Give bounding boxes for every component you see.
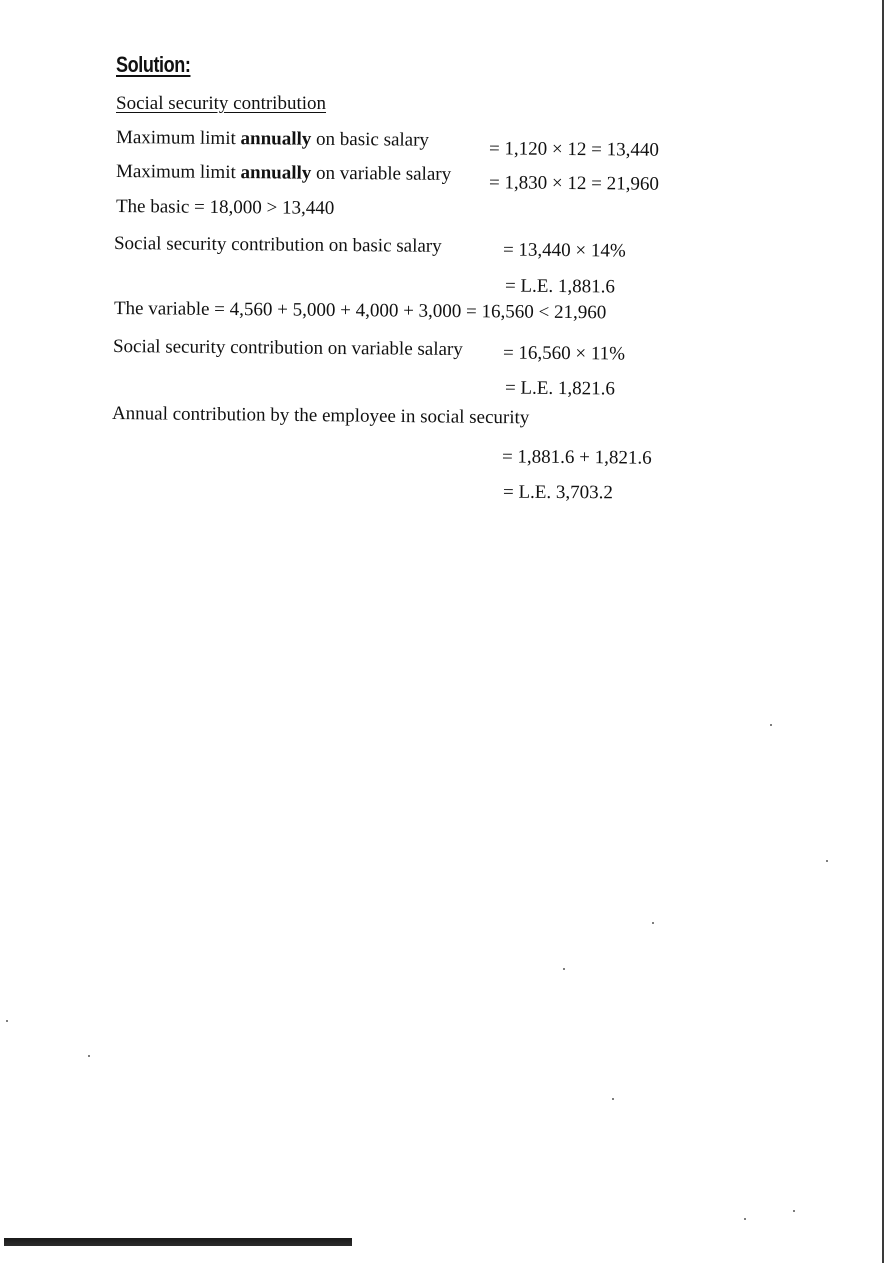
solution-heading: Solution: <box>116 52 191 77</box>
scan-speck <box>770 724 772 726</box>
max-limit-basic-value: = 1,120 × 12 = 13,440 <box>488 138 659 161</box>
variable-contribution-result: = L.E. 1,821.6 <box>504 377 616 400</box>
label-text: on basic salary <box>311 128 430 151</box>
basic-contribution-label: Social security contribution on basic salary <box>113 233 442 257</box>
label-text: Maximum limit <box>115 127 241 150</box>
section-subheading: Social security contribution <box>116 93 327 114</box>
scan-speck <box>6 1020 8 1022</box>
scan-speck <box>612 1098 614 1100</box>
label-text: Maximum limit <box>115 161 241 184</box>
annual-contribution-label: Annual contribution by the employee in social security <box>111 403 530 429</box>
max-limit-basic-label <box>116 127 429 151</box>
annual-contribution-result: = L.E. 3,703.2 <box>502 481 613 504</box>
scan-speck <box>563 968 565 970</box>
scan-speck <box>826 860 828 862</box>
scan-speck <box>652 922 654 924</box>
scan-speck <box>88 1055 90 1057</box>
max-limit-basic-row <box>116 127 429 152</box>
basic-contribution-result: = L.E. 1,881.6 <box>504 275 616 298</box>
scan-speck <box>793 1210 795 1212</box>
label-bold-text: annually <box>240 128 312 150</box>
scan-edge-line <box>882 0 884 1263</box>
label-text: on variable salary <box>311 162 452 185</box>
scan-speck <box>744 1218 746 1220</box>
basic-contribution-formula: = 13,440 × 14% <box>502 239 626 262</box>
scan-bottom-bar <box>4 1238 352 1246</box>
max-limit-variable-label <box>116 161 451 185</box>
label-bold-text: annually <box>240 162 312 184</box>
basic-compare-line: The basic = 18,000 > 13,440 <box>115 196 335 219</box>
variable-contribution-label: Social security contribution on variable salary <box>112 336 463 361</box>
variable-contribution-formula: = 16,560 × 11% <box>502 342 626 365</box>
annual-contribution-formula: = 1,881.6 + 1,821.6 <box>501 446 652 469</box>
max-limit-variable-value: = 1,830 × 12 = 21,960 <box>488 172 659 195</box>
max-limit-variable-row <box>116 161 451 186</box>
variable-sum-line: The variable = 4,560 + 5,000 + 4,000 + 3,000 = 16,560 < 21,960 <box>113 298 607 324</box>
